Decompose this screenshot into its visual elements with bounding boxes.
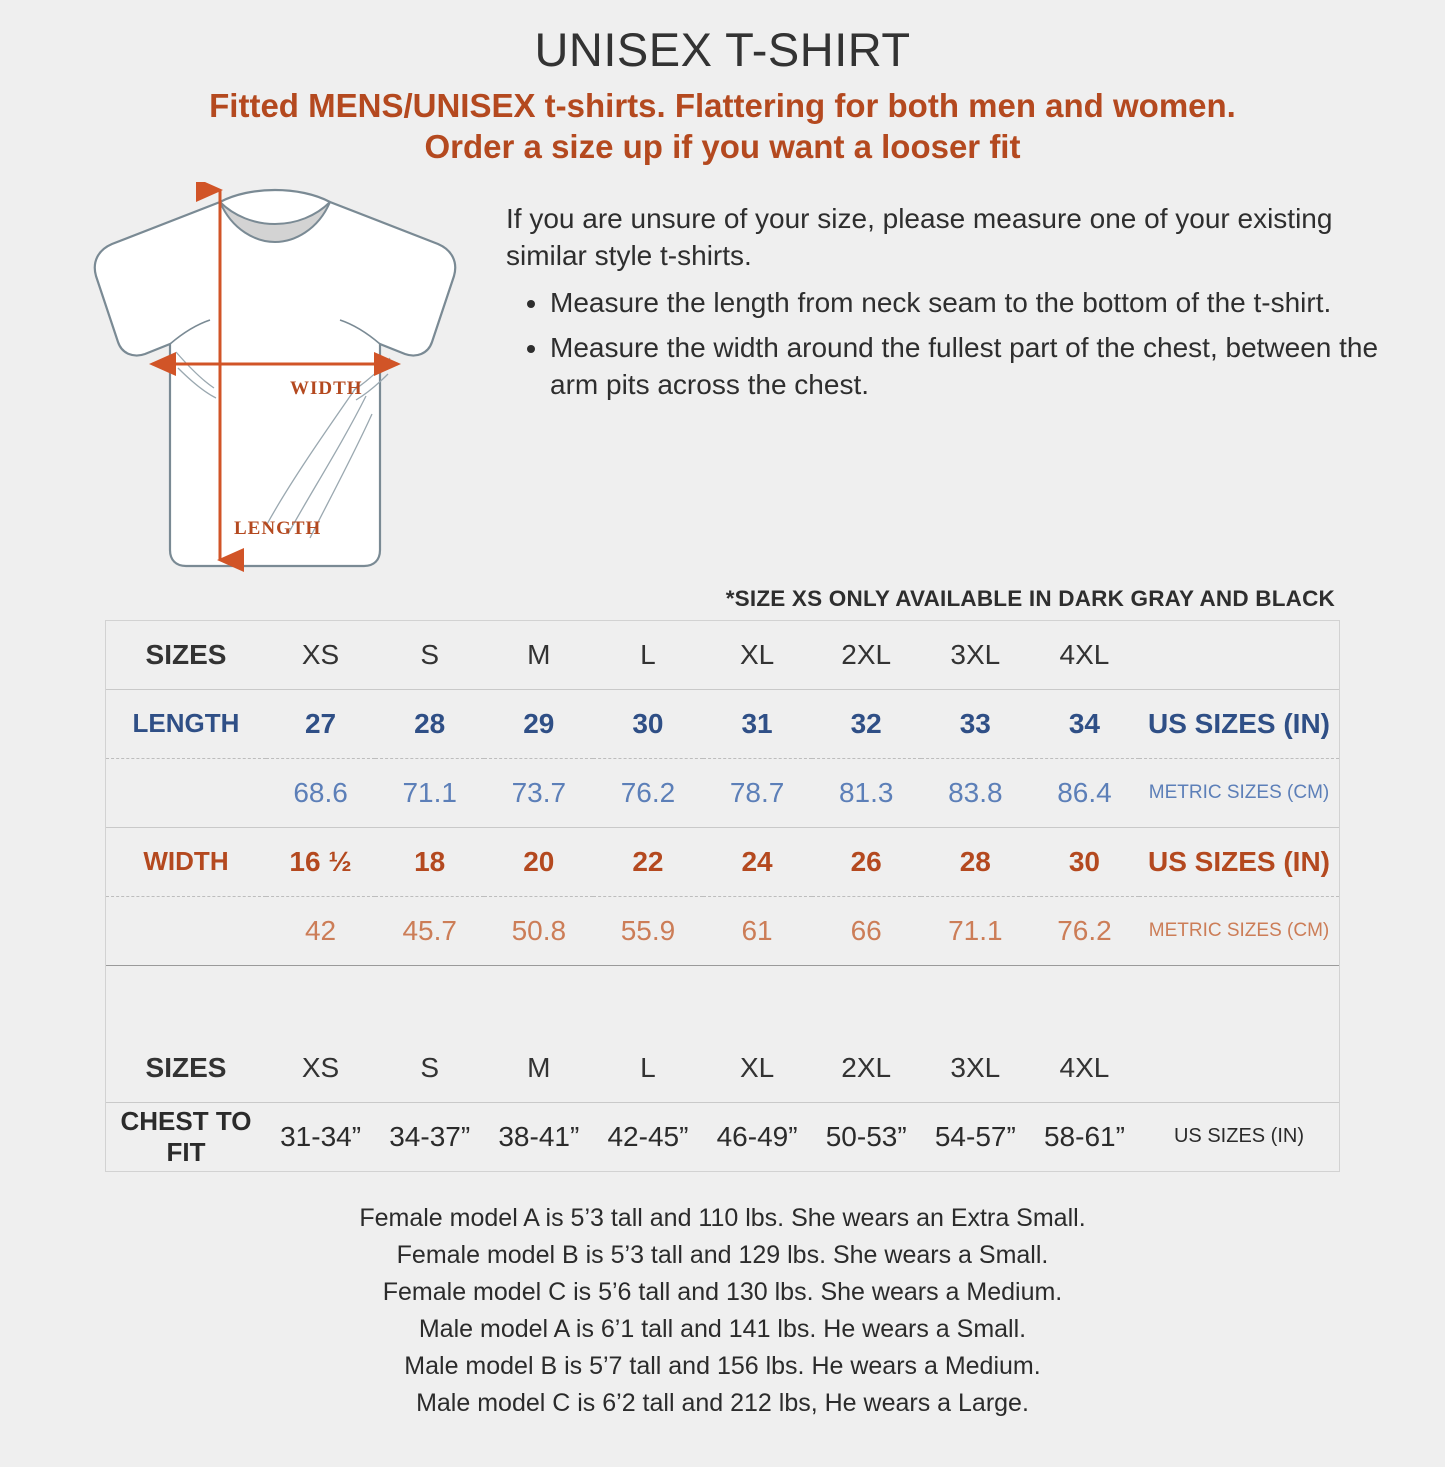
length-in-4xl: 34 (1030, 689, 1139, 758)
length-cm-2xl: 81.3 (812, 758, 921, 827)
width-cm-s: 45.7 (375, 896, 484, 965)
row-label-width: WIDTH (106, 827, 266, 896)
model-line-3: Female model C is 5’6 tall and 130 lbs. She wears a Medium. (382, 1277, 1063, 1306)
table-header-row (106, 621, 1339, 690)
table-spacer-row (106, 965, 1339, 1034)
subtitle-line-2: Order a size up if you want a looser fit (424, 128, 1021, 166)
table-row-width-cm (106, 896, 1339, 965)
width-in-xl: 24 (703, 827, 812, 896)
chest-xs: 31-34” (280, 1120, 362, 1152)
size-chart-page (0, 22, 1445, 1467)
header2-unit-blank (1139, 1034, 1339, 1103)
upper-section (0, 182, 1445, 582)
tshirt-diagram (60, 182, 490, 582)
table-header-row-2 (106, 1034, 1339, 1103)
model-line-4: Male model A is 6’1 tall and 141 lbs. He wears a Small. (418, 1314, 1027, 1343)
header-size-4xl: 4XL (1030, 621, 1139, 690)
model-line-6: Male model C is 6’2 tall and 212 lbs, He wears a Large. (416, 1388, 1029, 1417)
xs-availability-note: *SIZE XS ONLY AVAILABLE IN DARK GRAY AND BLACK (725, 585, 1335, 611)
unit-us-chest: US SIZES (IN) (1173, 1125, 1304, 1147)
model-line-1: Female model A is 5’3 tall and 110 lbs. She wears an Extra Small. (359, 1203, 1086, 1232)
length-label: LENGTH (234, 517, 322, 539)
unit-metric-length: METRIC SIZES (CM) (1139, 758, 1339, 827)
model-info (0, 1200, 1445, 1422)
unit-metric-width: METRIC SIZES (CM) (1139, 896, 1339, 965)
model-line-5: Male model B is 5’7 tall and 156 lbs. He wears a Medium. (404, 1351, 1041, 1380)
length-in-s: 28 (375, 689, 484, 758)
header-size-m: M (484, 621, 593, 690)
header2-size-m: M (484, 1034, 593, 1103)
header-size-3xl: 3XL (921, 621, 1030, 690)
length-in-3xl: 33 (921, 689, 1030, 758)
chest-m: 38-41” (498, 1120, 580, 1152)
chest-2xl: 50-53” (825, 1120, 907, 1152)
header2-size-xs: XS (266, 1034, 375, 1103)
list-item: • Measure the length from neck seam to the bottom of the t-shirt. (550, 284, 1417, 321)
length-cm-m: 73.7 (484, 758, 593, 827)
unit-us-length: US SIZES (IN) (1139, 689, 1339, 758)
header-size-s: S (375, 621, 484, 690)
width-cm-xs: 42 (266, 896, 375, 965)
chest-3xl: 54-57” (934, 1120, 1016, 1152)
width-in-s: 18 (375, 827, 484, 896)
table-row-chest-to-fit (106, 1102, 1339, 1171)
header2-size-3xl: 3XL (921, 1034, 1030, 1103)
header2-size-4xl: 4XL (1030, 1034, 1139, 1103)
header2-size-l: L (593, 1034, 702, 1103)
header-size-xl: XL (703, 621, 812, 690)
chest-l: 42-45” (607, 1120, 689, 1152)
chest-s: 34-37” (389, 1120, 471, 1152)
header-size-2xl: 2XL (812, 621, 921, 690)
length-in-xl: 31 (703, 689, 812, 758)
header2-size-xl: XL (703, 1034, 812, 1103)
width-in-4xl: 30 (1030, 827, 1139, 896)
header-unit-blank (1139, 621, 1339, 690)
width-cm-l: 55.9 (593, 896, 702, 965)
table-row-length-inches (106, 689, 1339, 758)
table-row-length-cm (106, 758, 1339, 827)
length-cm-xs: 68.6 (266, 758, 375, 827)
width-in-3xl: 28 (921, 827, 1030, 896)
instructions-list (506, 284, 1417, 404)
width-cm-2xl: 66 (812, 896, 921, 965)
length-cm-xl: 78.7 (703, 758, 812, 827)
width-cm-4xl: 76.2 (1030, 896, 1139, 965)
width-in-m: 20 (484, 827, 593, 896)
model-line-2: Female model B is 5’3 tall and 129 lbs. She wears a Small. (396, 1240, 1049, 1269)
list-item: • Measure the width around the fullest part of the chest, between the arm pits across the chest. (550, 329, 1417, 403)
width-label: WIDTH (290, 377, 363, 399)
length-in-2xl: 32 (812, 689, 921, 758)
chest-4xl: 58-61” (1043, 1120, 1125, 1152)
instructions-block (490, 182, 1417, 582)
length-cm-s: 71.1 (375, 758, 484, 827)
unit-us-width: US SIZES (IN) (1139, 827, 1339, 896)
header-size-xs: XS (266, 621, 375, 690)
table-row-width-inches (106, 827, 1339, 896)
width-in-l: 22 (593, 827, 702, 896)
length-cm-l: 76.2 (593, 758, 702, 827)
length-in-l: 30 (593, 689, 702, 758)
width-in-xs: 16 ½ (266, 827, 375, 896)
header2-sizes-label: SIZES (106, 1034, 266, 1103)
header-sizes-label: SIZES (106, 621, 266, 690)
width-cm-3xl: 71.1 (921, 896, 1030, 965)
subtitle-line-1: Fitted MENS/UNISEX t-shirts. Flattering for both men and women. (209, 87, 1236, 124)
page-title: UNISEX T-SHIRT (534, 23, 911, 76)
width-cm-m: 50.8 (484, 896, 593, 965)
row-label-chest: CHEST TO FIT (120, 1105, 252, 1167)
length-cm-4xl: 86.4 (1030, 758, 1139, 827)
page-subtitle (60, 85, 1385, 168)
row-label-length-cm-blank (106, 758, 266, 827)
width-in-2xl: 26 (812, 827, 921, 896)
spacer-cell (106, 965, 1339, 1034)
length-in-xs: 27 (266, 689, 375, 758)
row-label-length: LENGTH (106, 689, 266, 758)
instructions-lead: If you are unsure of your size, please measure one of your existing similar style t-shirts. (506, 202, 1333, 271)
header-size-l: L (593, 621, 702, 690)
length-in-m: 29 (484, 689, 593, 758)
size-table (105, 620, 1340, 1172)
width-cm-xl: 61 (703, 896, 812, 965)
header2-size-2xl: 2XL (812, 1034, 921, 1103)
header2-size-s: S (375, 1034, 484, 1103)
row-label-width-cm-blank (106, 896, 266, 965)
chest-xl: 46-49” (716, 1120, 798, 1152)
length-cm-3xl: 83.8 (921, 758, 1030, 827)
